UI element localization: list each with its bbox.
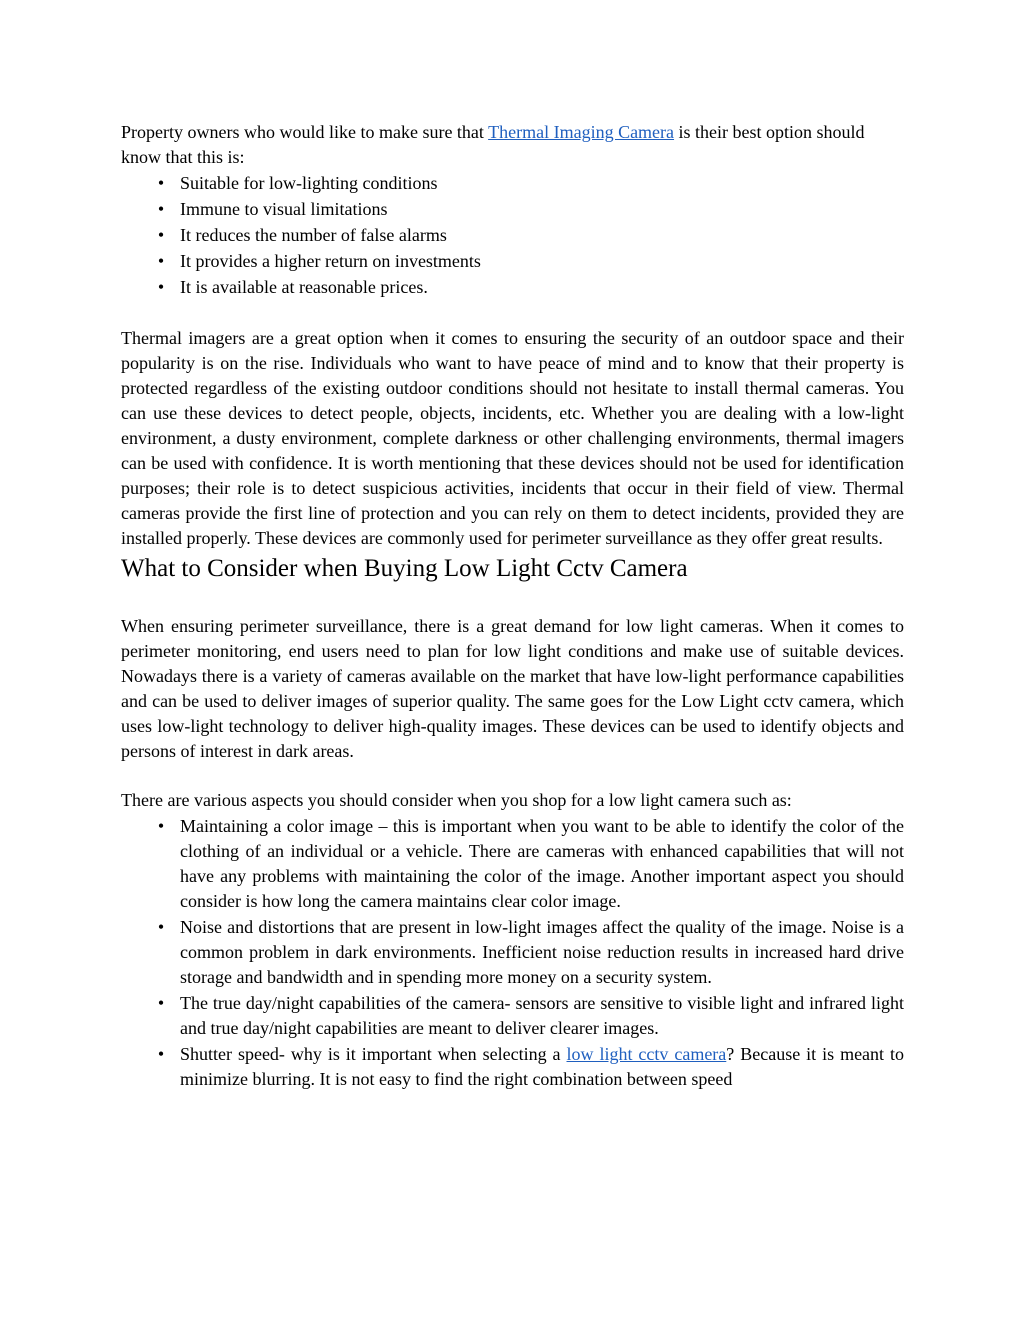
bullet-icon: • [157,993,165,1013]
aspects-list [121,814,904,1092]
benefit-text: Suitable for low-lighting conditions [180,173,438,193]
benefit-item [121,275,904,300]
benefit-text: It reduces the number of false alarms [180,225,447,245]
aspect-item-day-night [121,991,904,1041]
benefits-list [121,171,904,300]
benefit-text: It provides a higher return on investments [180,251,481,271]
aspect-text: The true day/night capabilities of the camera- sensors are sensitive to visible light and infrared light and true day/night capabilities are meant to deliver clearer images. [180,993,904,1038]
aspect-text-before: Shutter speed- why is it important when selecting a [180,1044,567,1064]
document-page [121,120,904,1093]
aspect-item-noise [121,915,904,990]
bullet-icon: • [157,1044,165,1064]
benefit-text: Immune to visual limitations [180,199,388,219]
intro-text-after: is their best option should know that this is: [121,122,865,167]
aspect-text-after: ? Because it is meant to minimize blurring. It is not easy to find the right combination between speed [180,1044,905,1089]
low-light-paragraph: When ensuring perimeter surveillance, there is a great demand for low light cameras. When it comes to perimeter monitoring, end users need to plan for low light conditions and make use of suitable devices. Nowadays there is a variety of cameras available on the market that have low-light performance capabilities and can be used to deliver images of superior quality. The same goes for the Low Light cctv camera, which uses low-light technology to deliver high-quality images. These devices can be used to identify objects and persons of interest in dark areas. [121,616,904,761]
bullet-icon: • [157,816,165,836]
section-heading: What to Consider when Buying Low Light Cctv Camera [121,555,688,582]
low-light-cctv-camera-link[interactable]: low light cctv camera [566,1044,727,1064]
bullet-icon: • [157,225,165,245]
bullet-icon: • [157,277,165,297]
intro-paragraph [121,120,904,170]
benefit-item [121,249,904,274]
bullet-icon: • [157,917,165,937]
aspect-text: Noise and distortions that are present in low-light images affect the quality of the image. Noise is a common problem in dark environments. Inefficient noise reduction results in increased hard drive storage and bandwidth and in spending more money on a security system. [180,917,904,987]
benefit-item [121,223,904,248]
benefit-item [121,171,904,196]
benefit-item [121,197,904,222]
bullet-icon: • [157,173,165,193]
aspect-item-color [121,814,904,914]
intro-text-before: Property owners who would like to make sure that [121,122,489,142]
thermal-imaging-camera-link[interactable]: Thermal Imaging Camera [488,122,675,142]
spacer [121,586,904,614]
bullet-icon: • [157,199,165,219]
spacer [121,764,904,788]
aspect-text: Maintaining a color image – this is important when you want to be able to identify the color of the clothing of an individual or a vehicle. There are cameras with enhanced capabilities that will not have any problems with maintaining the color of the image. Another important aspect you should consider is how long the camera maintains clear color image. [180,816,904,911]
aspect-item-shutter [121,1042,904,1092]
thermal-imagers-paragraph: Thermal imagers are a great option when it comes to ensuring the security of an outdoor space and their popularity is on the rise. Individuals who want to have peace of mind and to know that their property is protected regardless of the existing outdoor conditions should not hesitate to install thermal cameras. You can use these devices to detect people, objects, incidents, etc. Whether you are dealing with a low-light environment, a dusty environment, complete darkness or other challenging environments, thermal imagers can be used with confidence. It is worth mentioning that these devices should not be used for identification purposes; their role is to detect suspicious activities, incidents that occur in their field of view. Thermal cameras provide the first line of protection and you can rely on them to detect incidents, provided they are installed properly. These devices are commonly used for perimeter surveillance as they offer great results. [121,328,904,548]
bullet-icon: • [157,251,165,271]
aspects-intro-paragraph: There are various aspects you should consider when you shop for a low light camera such as: [121,790,792,810]
benefit-text: It is available at reasonable prices. [180,277,428,297]
spacer [121,301,904,326]
